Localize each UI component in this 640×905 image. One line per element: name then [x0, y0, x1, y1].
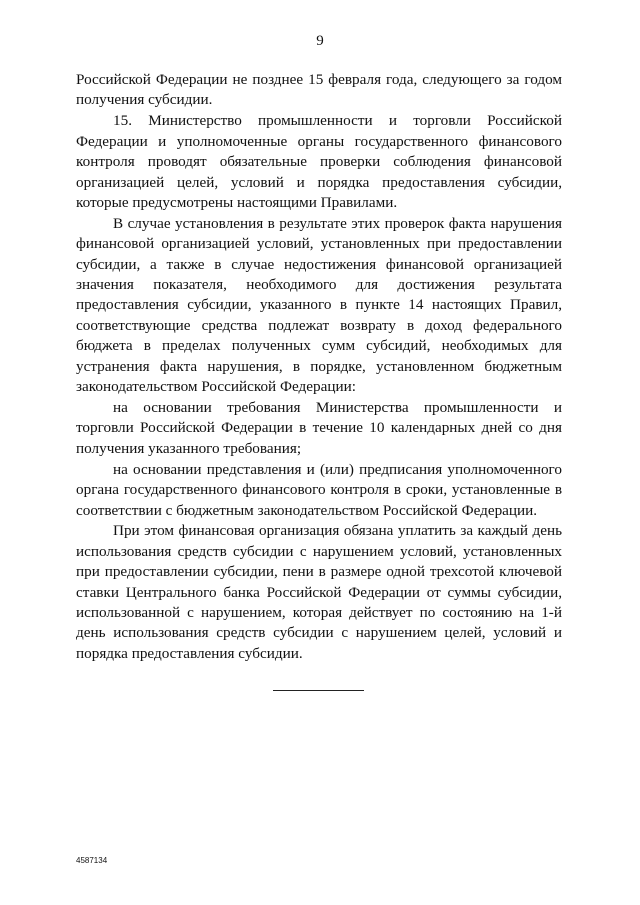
paragraph-penalty: При этом финансовая организация обязана уплатить за каждый день использования средств субсидии с нарушением условий, установленных при предоставлении субсидии, пени в размере одной трехсотой ключевой ставки Центрального банка Российской Федерации от суммы субсидии, использованной с нарушением, которая действует по состоянию на 1-й день использования средств субсидии с нарушением целей, условий и порядка предоставления субсидии.: [76, 522, 562, 662]
paragraph-clause-15: 15. Министерство промышленности и торговли Российской Федерации и уполномоченные органы государственного финансового контроля проводят обязательные проверки соблюдения финансовой организацией целей, условий и порядка предоставления субсидии, которые предусмотрены настоящими Правилами.: [76, 112, 562, 211]
closing-divider: [273, 690, 364, 691]
document-code: 4587134: [76, 856, 108, 865]
document-body: [76, 70, 562, 665]
page-number: 9: [316, 33, 324, 49]
paragraph-ministry-requirement: на основании требования Министерства промышленности и торговли Российской Федерации в течение 10 календарных дней со дня получения указанного требования;: [76, 399, 562, 457]
paragraph-continuation: Российской Федерации не позднее 15 февраля года, следующего за годом получения субсидии.: [76, 71, 562, 109]
paragraph-control-order: на основании представления и (или) предписания уполномоченного органа государственного финансового контроля в сроки, установленные в соответствии с бюджетным законодательством Российской Федерации.: [76, 460, 562, 519]
paragraph-violation-return: В случае установления в результате этих проверок факта нарушения финансовой организацией условий, установленных при предоставлении субсидии, а также в случае недостижения финансовой организацией значения показателя, необходимого для достижения результата предоставления субсидии, указанного в пункте 14 настоящих Правил, соответствующие средства подлежат возврату в доход федерального бюджета в пределах полученных сумм субсидий, необходимых для устранения факта нарушения, в порядке, установленном бюджетным законодательством Российской Федерации:: [76, 214, 562, 396]
